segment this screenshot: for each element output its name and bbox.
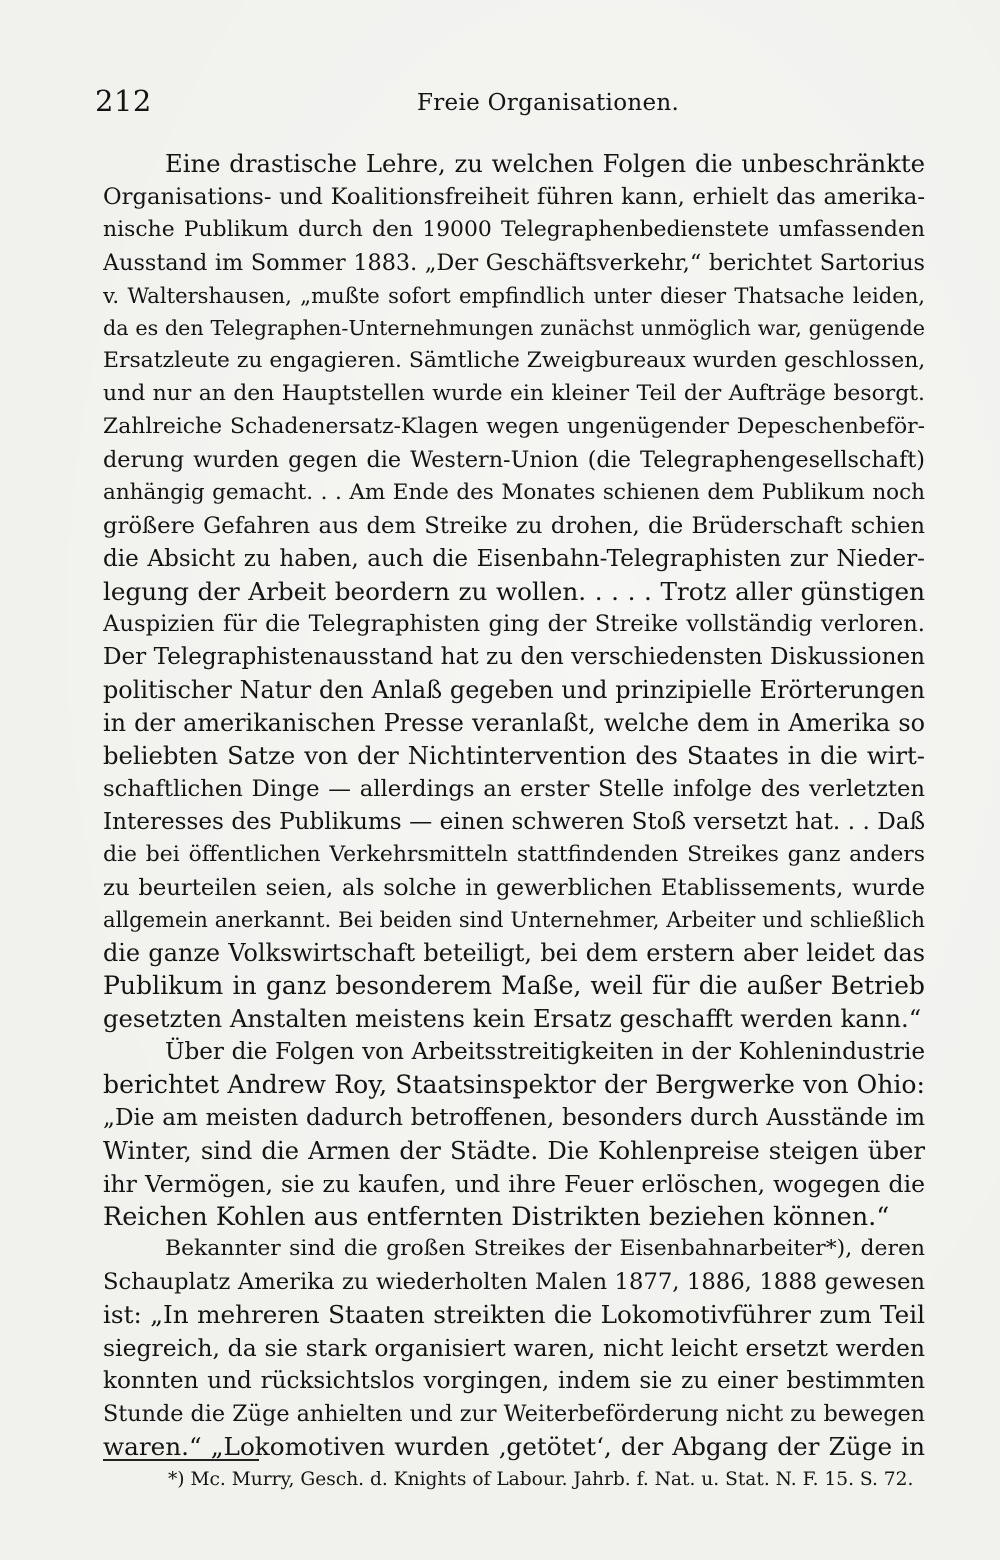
text-line: allgemein anerkannt. Bei beiden sind Unternehmer, Arbeiter und schließlich	[103, 907, 925, 933]
text-line: siegreich, da sie stark organisiert waren, nicht leicht ersetzt werden	[103, 1334, 925, 1363]
text-line: v. Waltershausen, „mußte sofort empfindlich unter dieser Thatsache leiden,	[103, 282, 925, 308]
text-line: legung der Arbeit beordern zu wollen. . . . . Trotz aller günstigen	[103, 576, 925, 606]
text-line: „Die am meisten dadurch betroffenen, besonders durch Ausstände im	[103, 1104, 925, 1131]
text-line: zu beurteilen seien, als solche in gewerblichen Etablissements, wurde	[103, 874, 925, 901]
text-line: Stunde die Züge anhielten und zur Weiterbeförderung nicht zu bewegen	[103, 1400, 925, 1427]
text-line: konnten und rücksichtslos vorgingen, indem sie zu einer bestimmten	[103, 1367, 925, 1394]
text-line: anhängig gemacht. . . Am Ende des Monates schienen dem Publikum noch	[103, 479, 925, 505]
page-header	[95, 84, 925, 124]
text-line: Ausstand im Sommer 1883. „Der Geschäftsverkehr,“ berichtet Sartorius	[103, 249, 925, 276]
text-line: da es den Telegraphen-Unternehmungen zunächst unmöglich war, genügende	[103, 316, 925, 341]
text-line: Schauplatz Amerika zu wiederholten Malen 1877, 1886, 1888 gewesen	[103, 1269, 925, 1296]
text-line: Der Telegraphistenausstand hat zu den verschiedensten Diskussionen	[103, 644, 925, 671]
text-line: nische Publikum durch den 19000 Telegraphenbedienstete umfassenden	[103, 216, 925, 242]
text-line: ihr Vermögen, sie zu kaufen, und ihre Feuer erlöschen, wogegen die	[103, 1169, 925, 1198]
footnote: *) Mc. Murry, Gesch. d. Knights of Labour. Jahrb. f. Nat. u. Stat. N. F. 15. S. 72.	[168, 1469, 914, 1490]
text-line: politischer Natur den Anlaß gegeben und prinzipielle Erörterungen	[103, 676, 925, 705]
text-line: waren.“ „Lokomotiven wurden ‚getötet‘, der Abgang der Züge in	[103, 1431, 925, 1461]
text-line: größere Gefahren aus dem Streike zu drohen, die Brüderschaft schien	[103, 512, 925, 539]
text-line: Organisations- und Koalitionsfreiheit führen kann, erhielt das amerika-	[103, 183, 925, 210]
text-line: Winter, sind die Armen der Städte. Die Kohlenpreise steigen über	[103, 1135, 925, 1165]
text-line: ist: „In mehreren Staaten streikten die Lokomotivführer zum Teil	[103, 1300, 925, 1330]
text-line: Bekannter sind die großen Streikes der Eisenbahnarbeiter*), deren	[165, 1236, 925, 1262]
text-line: Zahlreiche Schadenersatz-Klagen wegen ungenügender Depeschenbeför-	[103, 414, 925, 440]
text-line: gesetzten Anstalten meistens kein Ersatz geschafft werden kann.“	[103, 1004, 922, 1034]
text-line: beliebten Satze von der Nichtintervention des Staates in die wirt-	[103, 741, 925, 771]
footnote-divider	[103, 1459, 259, 1461]
text-line: derung wurden gegen die Western-Union (die Telegraphengesellschaft)	[103, 447, 925, 474]
text-line: und nur an den Hauptstellen wurde ein kleiner Teil der Aufträge besorgt.	[103, 381, 925, 407]
text-line: Ersatzleute zu engagieren. Sämtliche Zweigbureaux wurden geschlossen,	[103, 348, 925, 374]
text-line: Interesses des Publikums — einen schweren Stoß versetzt hat. . . Daß	[103, 808, 925, 835]
body-text	[103, 148, 925, 1464]
text-line: die ganze Volkswirtschaft beteiligt, bei dem erstern aber leidet das	[103, 939, 925, 968]
running-title: Freie Organisationen.	[417, 90, 680, 116]
text-line: berichtet Andrew Roy, Staatsinspektor der Bergwerke von Ohio:	[103, 1069, 925, 1099]
text-line: die bei öffentlichen Verkehrsmitteln stattfindenden Streikes ganz anders	[103, 841, 925, 867]
text-line: Über die Folgen von Arbeitsstreitigkeiten in der Kohlenindustrie	[165, 1039, 925, 1066]
text-line: Eine drastische Lehre, zu welchen Folgen die unbeschränkte	[165, 149, 925, 178]
text-line: Publikum in ganz besonderem Maße, weil für die außer Betrieb	[103, 971, 925, 1001]
text-line: die Absicht zu haben, auch die Eisenbahn-Telegraphisten zur Nieder-	[103, 545, 925, 572]
text-line: in der amerikanischen Presse veranlaßt, welche dem in Amerika so	[103, 709, 925, 738]
text-line: Reichen Kohlen aus entfernten Distrikten beziehen können.“	[103, 1201, 890, 1232]
text-line: Auspizien für die Telegraphisten ging der Streike vollständig verloren.	[103, 611, 925, 638]
page-number: 212	[95, 84, 152, 118]
text-line: schaftlichen Dinge — allerdings an erster Stelle infolge des verletzten	[103, 775, 925, 802]
